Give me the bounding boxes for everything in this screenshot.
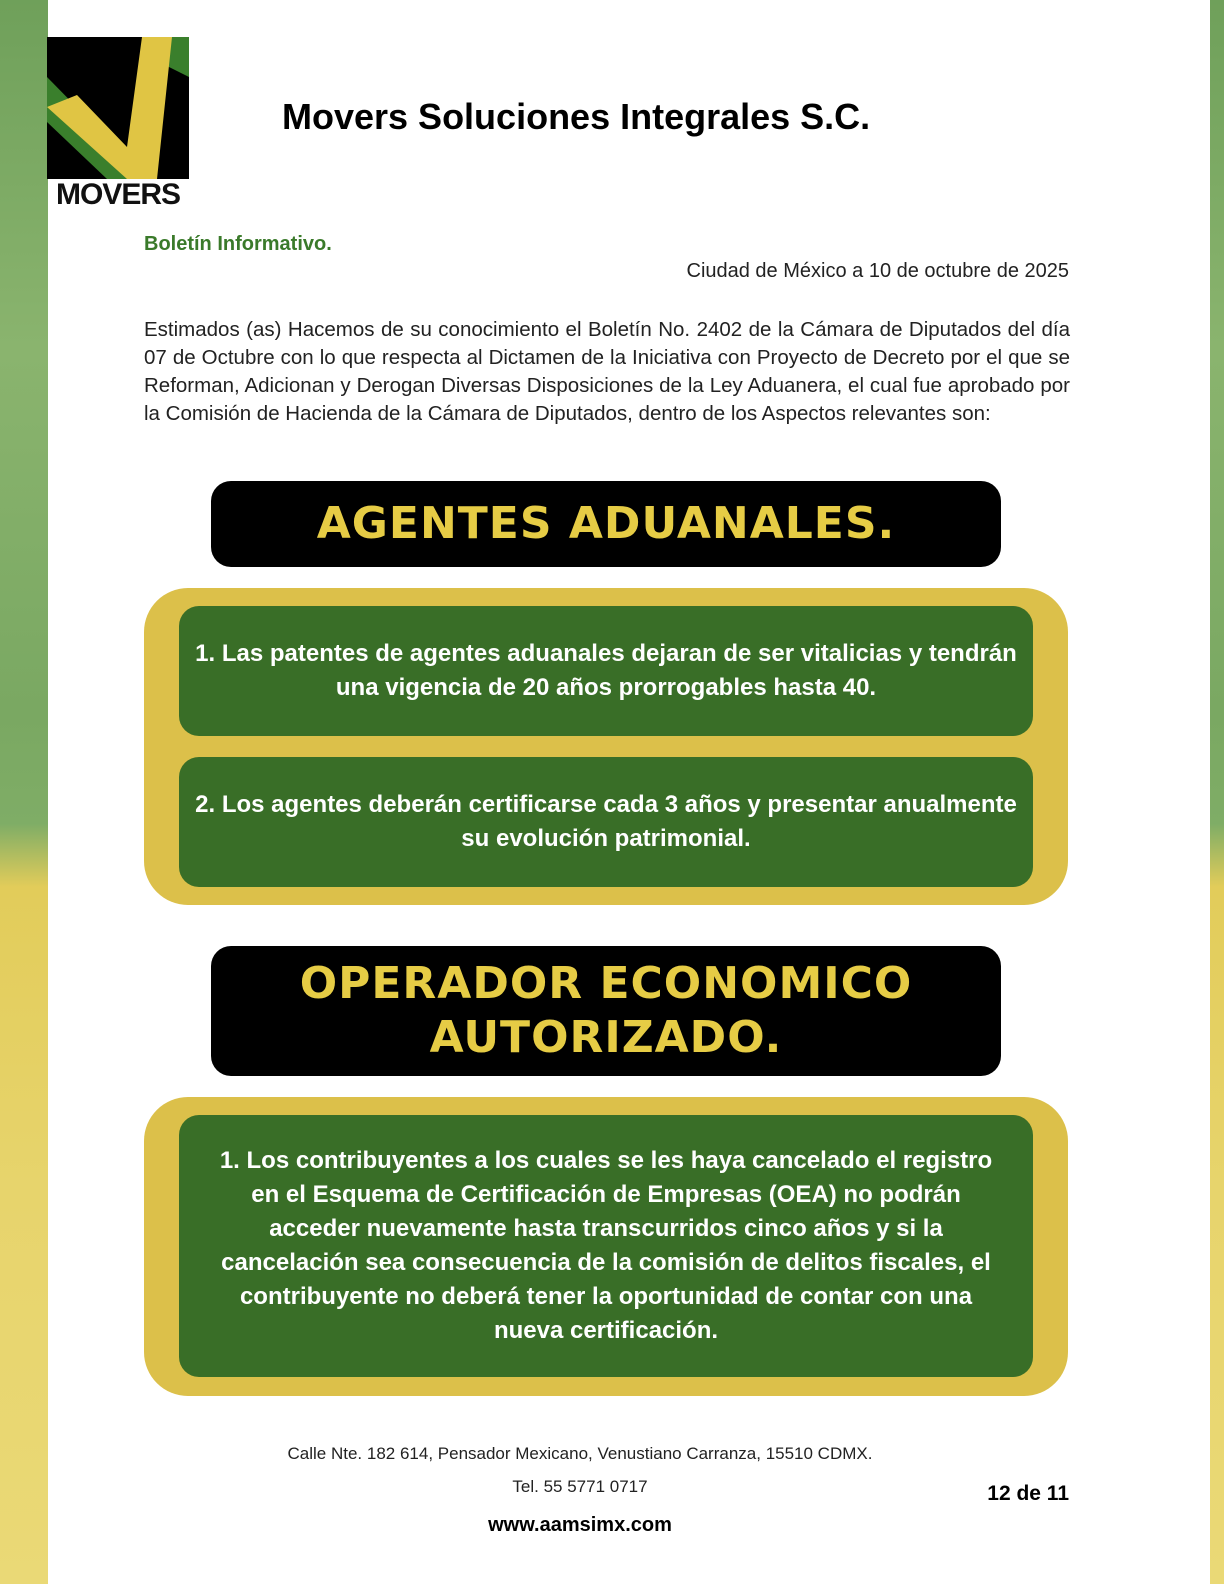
intro-paragraph: Estimados (as) Hacemos de su conocimiento el Boletín No. 2402 de la Cámara de Diputados del día 07 de Octubre con lo que respecta al Dictamen de la Iniciativa con Proyecto de Decreto por el que se Reforman, Adicionan y Derogan Diversas Disposiciones de la Ley Aduanera, el cual fue aprobado por la Comisión de Hacienda de la Cámara de Diputados, dentro de los Aspectos relevantes son: [144, 318, 1070, 425]
logo-wordmark: MOVERS [55, 178, 181, 211]
footer-website-link[interactable]: www.aamsimx.com [488, 1514, 672, 1536]
section-item-card: 1. Las patentes de agentes aduanales dejaran de ser vitalicias y tendrán una vigencia de 20 años prorrogables hasta 40. [179, 606, 1033, 736]
place-date: Ciudad de México a 10 de octubre de 2025 [686, 260, 1069, 282]
section-frame-agentes [144, 588, 1068, 905]
company-name: Movers Soluciones Integrales S.C. [282, 96, 871, 137]
footer-address: Calle Nte. 182 614, Pensador Mexicano, Venustiano Carranza, 15510 CDMX. [287, 1444, 873, 1463]
section-item-card: 1. Los contribuyentes a los cuales se les haya cancelado el registro en el Esquema de Certificación de Empresas (OEA) no podrán acceder nuevamente hasta transcurridos cinco años y si la cancelación sea consecuencia de la comisión de delitos fiscales, el contribuyente no deberá tener la oportunidad de contar con una nueva certificación. [179, 1115, 1033, 1377]
right-decorative-stripe [1210, 0, 1224, 1584]
section-item-card: 2. Los agentes deberán certificarse cada 3 años y presentar anualmente su evolución patrimonial. [179, 757, 1033, 887]
bulletin-label: Boletín Informativo. [144, 233, 332, 255]
section-frame-oea [144, 1097, 1068, 1396]
left-decorative-stripe [0, 0, 48, 1584]
page-number: 12 de 11 [987, 1482, 1069, 1505]
section-banner-agentes: AGENTES ADUANALES. [211, 481, 1001, 567]
company-logo [47, 37, 189, 211]
footer-phone: Tel. 55 5771 0717 [512, 1477, 648, 1496]
logo-mark [47, 37, 189, 179]
section-banner-oea: OPERADOR ECONOMICO AUTORIZADO. [211, 946, 1001, 1076]
logo-v-icon [47, 37, 189, 179]
